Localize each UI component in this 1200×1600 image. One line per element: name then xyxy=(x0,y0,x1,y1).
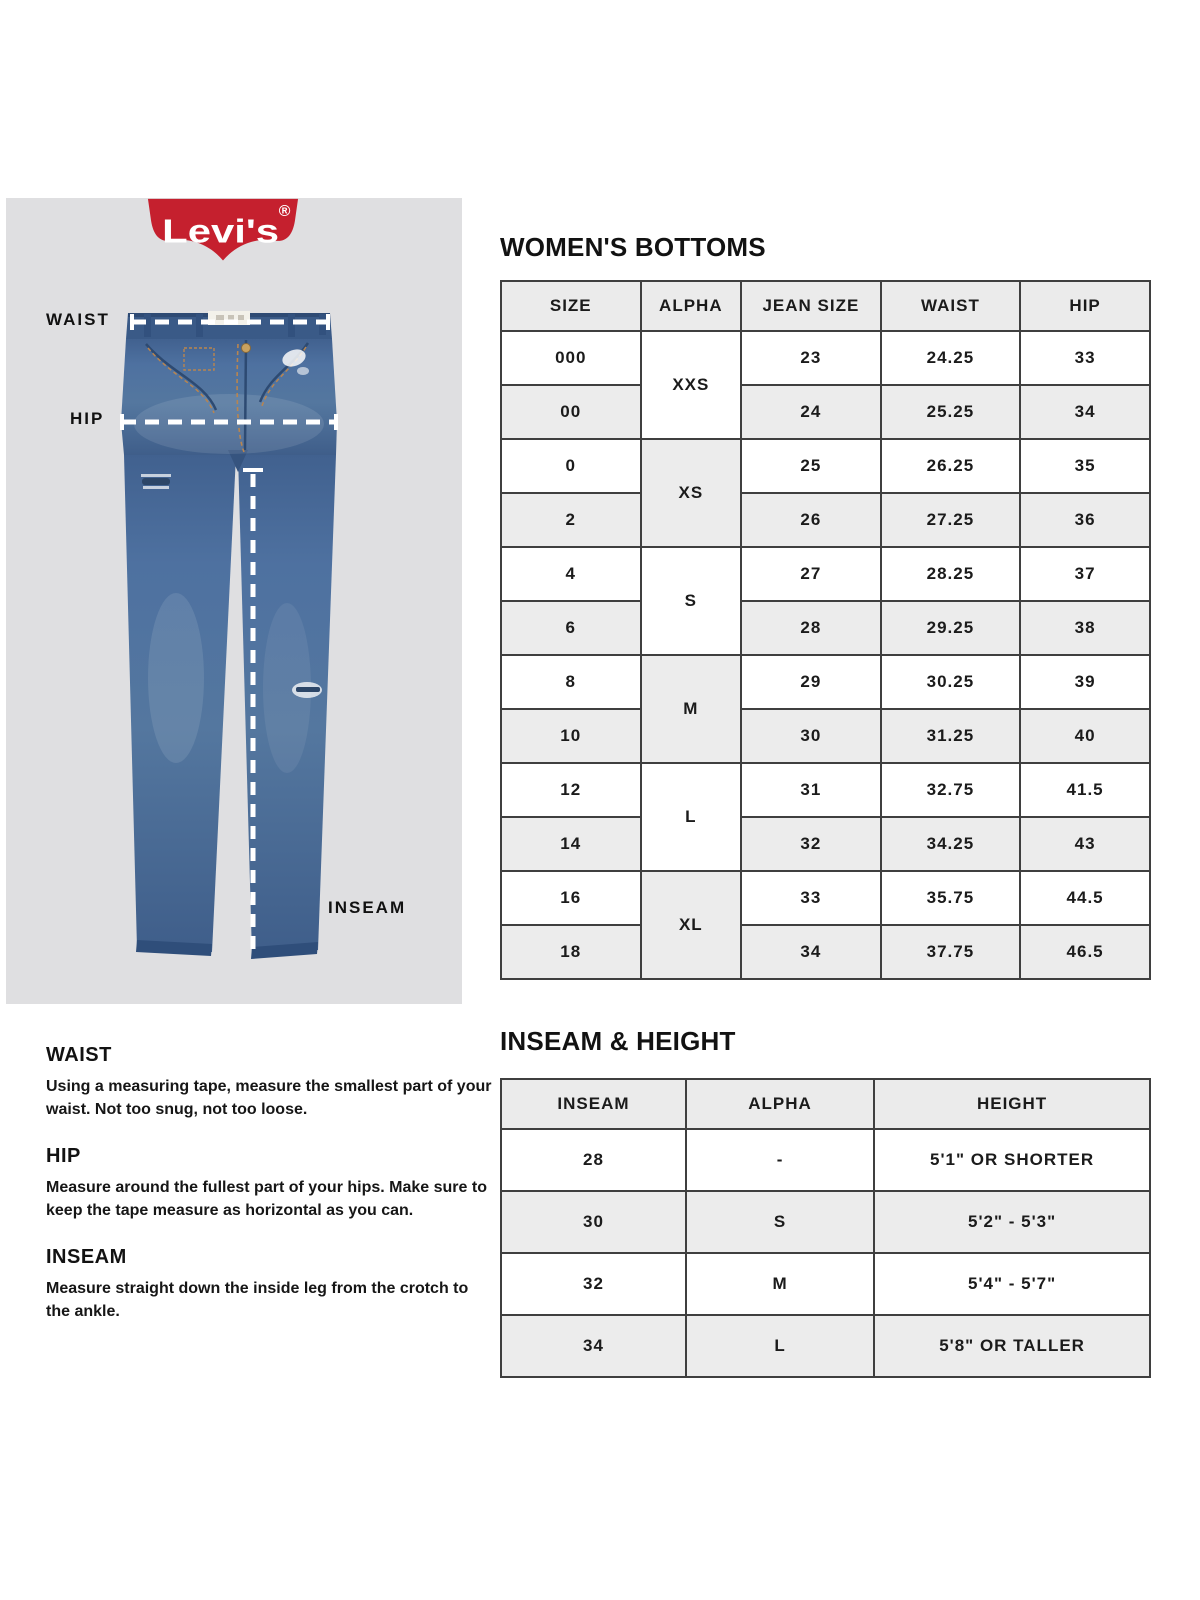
cell-jean: 34 xyxy=(741,925,881,979)
inseam-height-table xyxy=(500,1078,1151,1378)
cell-height: 5'1" OR SHORTER xyxy=(874,1129,1150,1191)
cell-size: 16 xyxy=(501,871,641,925)
table-row xyxy=(501,1129,1150,1191)
cell-jean: 25 xyxy=(741,439,881,493)
table-row xyxy=(501,385,1150,439)
table-row xyxy=(501,331,1150,385)
cell-alpha: L xyxy=(641,763,742,871)
table-row xyxy=(501,601,1150,655)
cell-height: 5'2" - 5'3" xyxy=(874,1191,1150,1253)
col-header-hip: HIP xyxy=(1020,281,1150,331)
cell-height: 5'8" OR TALLER xyxy=(874,1315,1150,1377)
cell-jean: 32 xyxy=(741,817,881,871)
cell-height: 5'4" - 5'7" xyxy=(874,1253,1150,1315)
table-row xyxy=(501,1253,1150,1315)
measuring-guide xyxy=(46,1044,494,1347)
cell-hip: 46.5 xyxy=(1020,925,1150,979)
cell-hip: 36 xyxy=(1020,493,1150,547)
cell-size: 4 xyxy=(501,547,641,601)
guide-waist-heading: WAIST xyxy=(46,1044,112,1066)
cell-alpha: L xyxy=(686,1315,874,1377)
cell-jean: 24 xyxy=(741,385,881,439)
cell-hip: 35 xyxy=(1020,439,1150,493)
cell-waist: 29.25 xyxy=(881,601,1021,655)
cell-size: 8 xyxy=(501,655,641,709)
col-header-height: HEIGHT xyxy=(874,1079,1150,1129)
registered-mark: ® xyxy=(278,203,291,221)
table-row xyxy=(501,493,1150,547)
cell-size: 12 xyxy=(501,763,641,817)
cell-size: 6 xyxy=(501,601,641,655)
cell-waist: 28.25 xyxy=(881,547,1021,601)
cell-inseam: 30 xyxy=(501,1191,686,1253)
cell-jean: 23 xyxy=(741,331,881,385)
measurement-diagram-panel xyxy=(6,198,462,1004)
table-row xyxy=(501,439,1150,493)
cell-waist: 27.25 xyxy=(881,493,1021,547)
cell-waist: 34.25 xyxy=(881,817,1021,871)
cell-size: 0 xyxy=(501,439,641,493)
cell-jean: 27 xyxy=(741,547,881,601)
cell-hip: 43 xyxy=(1020,817,1150,871)
cell-waist: 26.25 xyxy=(881,439,1021,493)
cell-inseam: 34 xyxy=(501,1315,686,1377)
cell-size: 000 xyxy=(501,331,641,385)
womens-bottoms-title: WOMEN'S BOTTOMS xyxy=(500,232,766,262)
cell-alpha: XS xyxy=(641,439,742,547)
cell-size: 2 xyxy=(501,493,641,547)
cell-alpha: XL xyxy=(641,871,742,979)
inseam-measure-label: INSEAM xyxy=(328,898,407,917)
cell-waist: 37.75 xyxy=(881,925,1021,979)
table-row xyxy=(501,817,1150,871)
table-row xyxy=(501,1315,1150,1377)
waist-measure-label: WAIST xyxy=(46,310,110,329)
cell-inseam: 28 xyxy=(501,1129,686,1191)
cell-waist: 31.25 xyxy=(881,709,1021,763)
cell-inseam: 32 xyxy=(501,1253,686,1315)
col-header-alpha: ALPHA xyxy=(641,281,742,331)
guide-inseam-text: Measure straight down the inside leg from the crotch to the ankle. xyxy=(46,1280,469,1320)
cell-hip: 33 xyxy=(1020,331,1150,385)
guide-waist-text: Using a measuring tape, measure the smallest part of your waist. Not too snug, not too loose. xyxy=(46,1078,492,1118)
table-row xyxy=(501,871,1150,925)
cell-hip: 39 xyxy=(1020,655,1150,709)
cell-alpha: M xyxy=(641,655,742,763)
table-row xyxy=(501,925,1150,979)
cell-jean: 31 xyxy=(741,763,881,817)
col-header-waist: WAIST xyxy=(881,281,1021,331)
col-header-jean-size: JEAN SIZE xyxy=(741,281,881,331)
cell-hip: 34 xyxy=(1020,385,1150,439)
cell-waist: 32.75 xyxy=(881,763,1021,817)
cell-hip: 37 xyxy=(1020,547,1150,601)
cell-size: 00 xyxy=(501,385,641,439)
col-header-size: SIZE xyxy=(501,281,641,331)
guide-hip-heading: HIP xyxy=(46,1145,81,1167)
col-header-alpha: ALPHA xyxy=(686,1079,874,1129)
table-header-row xyxy=(501,1079,1150,1129)
cell-alpha: XXS xyxy=(641,331,742,439)
table-row xyxy=(501,547,1150,601)
cell-jean: 29 xyxy=(741,655,881,709)
cell-size: 10 xyxy=(501,709,641,763)
cell-jean: 30 xyxy=(741,709,881,763)
cell-alpha: - xyxy=(686,1129,874,1191)
inseam-height-title: INSEAM & HEIGHT xyxy=(500,1026,736,1056)
cell-jean: 33 xyxy=(741,871,881,925)
col-header-inseam: INSEAM xyxy=(501,1079,686,1129)
guide-inseam-heading: INSEAM xyxy=(46,1246,127,1268)
cell-alpha: M xyxy=(686,1253,874,1315)
cell-hip: 38 xyxy=(1020,601,1150,655)
cell-size: 14 xyxy=(501,817,641,871)
cell-hip: 41.5 xyxy=(1020,763,1150,817)
cell-size: 18 xyxy=(501,925,641,979)
cell-waist: 25.25 xyxy=(881,385,1021,439)
guide-hip-text: Measure around the fullest part of your hips. Make sure to keep the tape measure as horizontal as you can. xyxy=(46,1179,487,1219)
cell-jean: 26 xyxy=(741,493,881,547)
table-header-row xyxy=(501,281,1150,331)
hip-measure-label: HIP xyxy=(70,409,105,428)
table-row xyxy=(501,655,1150,709)
cell-jean: 28 xyxy=(741,601,881,655)
cell-waist: 35.75 xyxy=(881,871,1021,925)
cell-alpha: S xyxy=(686,1191,874,1253)
womens-bottoms-table xyxy=(500,280,1151,980)
levis-logo-text: Levi's xyxy=(162,213,280,251)
jeans-button xyxy=(242,344,251,353)
table-row xyxy=(501,763,1150,817)
table-row xyxy=(501,1191,1150,1253)
cell-hip: 44.5 xyxy=(1020,871,1150,925)
cell-alpha: S xyxy=(641,547,742,655)
cell-waist: 30.25 xyxy=(881,655,1021,709)
cell-waist: 24.25 xyxy=(881,331,1021,385)
table-row xyxy=(501,709,1150,763)
cell-hip: 40 xyxy=(1020,709,1150,763)
